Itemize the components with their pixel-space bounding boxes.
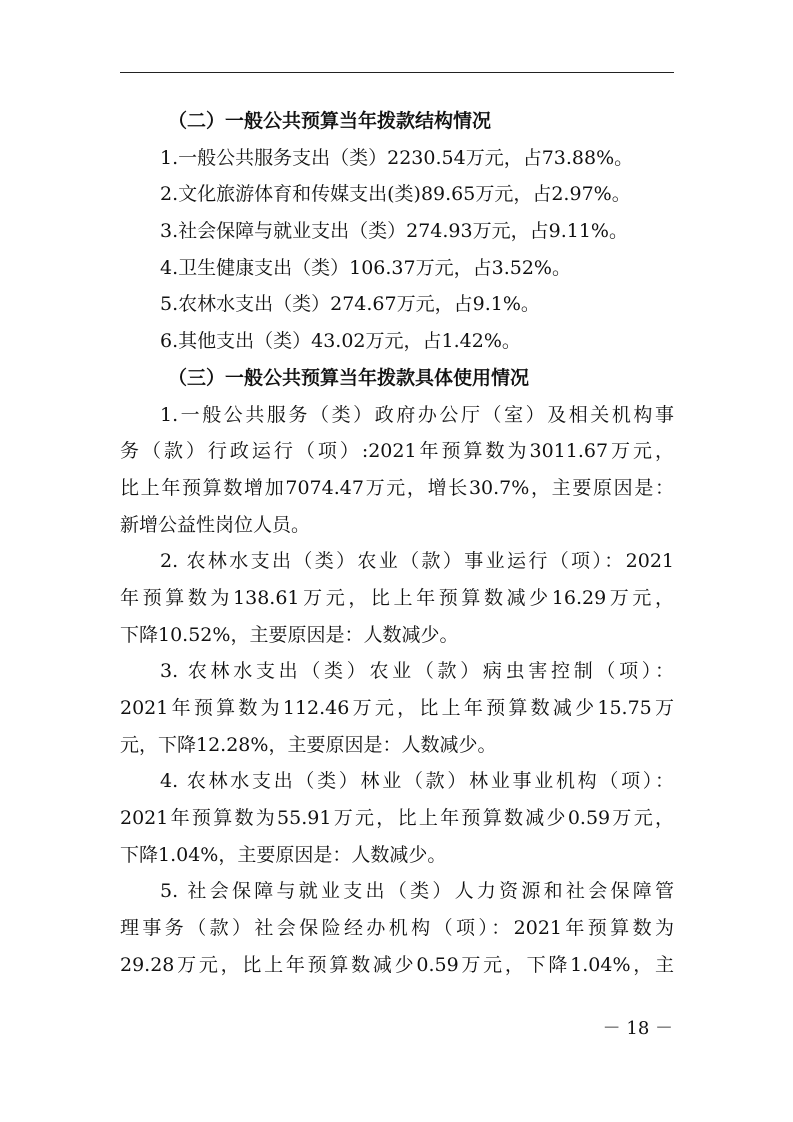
- document-body: [120, 103, 674, 984]
- paragraph-line: 3. 农林水支出（类）农业（款）病虫害控制（项）：: [160, 660, 674, 683]
- paragraph-line: 6.其他支出（类）43.02万元，占1.42%。: [160, 330, 521, 353]
- paragraph-line: 2.文化旅游体育和传媒支出(类)89.65万元，占2.97%。: [160, 183, 631, 206]
- paragraph-line: 2021年预算数为55.91万元，比上年预算数减少0.59万元，: [120, 807, 674, 830]
- paragraph-line: 1.一般公共服务（类）政府办公厅（室）及相关机构事: [160, 403, 674, 426]
- header-rule: [120, 72, 674, 73]
- paragraph-line: 2. 农林水支出（类）农业（款）事业运行（项）：2021: [160, 550, 674, 573]
- paragraph-line: 2021年预算数为112.46万元，比上年预算数减少15.75万: [120, 697, 674, 719]
- section-heading-3: （三）一般公共预算当年拨款具体使用情况: [168, 366, 530, 389]
- paragraph-line: 比上年预算数增加7074.47万元，增长30.7%，主要原因是：: [120, 476, 674, 499]
- paragraph-line: 4. 农林水支出（类）林业（款）林业事业机构（项）：: [160, 770, 674, 793]
- paragraph-line: 3.社会保障与就业支出（类）274.93万元，占9.11%。: [160, 220, 628, 243]
- paragraph-line: 年预算数为138.61万元，比上年预算数减少16.29万元，: [120, 586, 674, 609]
- paragraph-line: 理事务（款）社会保险经办机构（项）：2021年预算数为: [120, 917, 674, 940]
- section-heading-2: （二）一般公共预算当年拨款结构情况: [168, 110, 492, 132]
- paragraph-line: 5. 社会保障与就业支出（类）人力资源和社会保障管: [160, 880, 674, 903]
- paragraph-line: 务（款）行政运行（项）:2021年预算数为3011.67万元，: [120, 440, 674, 463]
- paragraph-line: 1.一般公共服务支出（类）2230.54万元，占73.88%。: [160, 146, 634, 169]
- paragraph-line: 新增公益性岗位人员。: [120, 513, 311, 536]
- paragraph-line: 下降10.52%，主要原因是：人数减少。: [120, 623, 459, 646]
- paragraph-line: 29.28万元，比上年预算数减少0.59万元，下降1.04%，主: [120, 953, 674, 976]
- paragraph-line: 4.卫生健康支出（类）106.37万元，占3.52%。: [160, 256, 571, 279]
- paragraph-line: 5.农林水支出（类）274.67万元，占9.1%。: [160, 293, 540, 316]
- page-number: － 18 －: [602, 1018, 673, 1039]
- paragraph-line: 下降1.04%，主要原因是：人数减少。: [120, 843, 447, 866]
- paragraph-line: 元，下降12.28%，主要原因是：人数减少。: [120, 733, 497, 756]
